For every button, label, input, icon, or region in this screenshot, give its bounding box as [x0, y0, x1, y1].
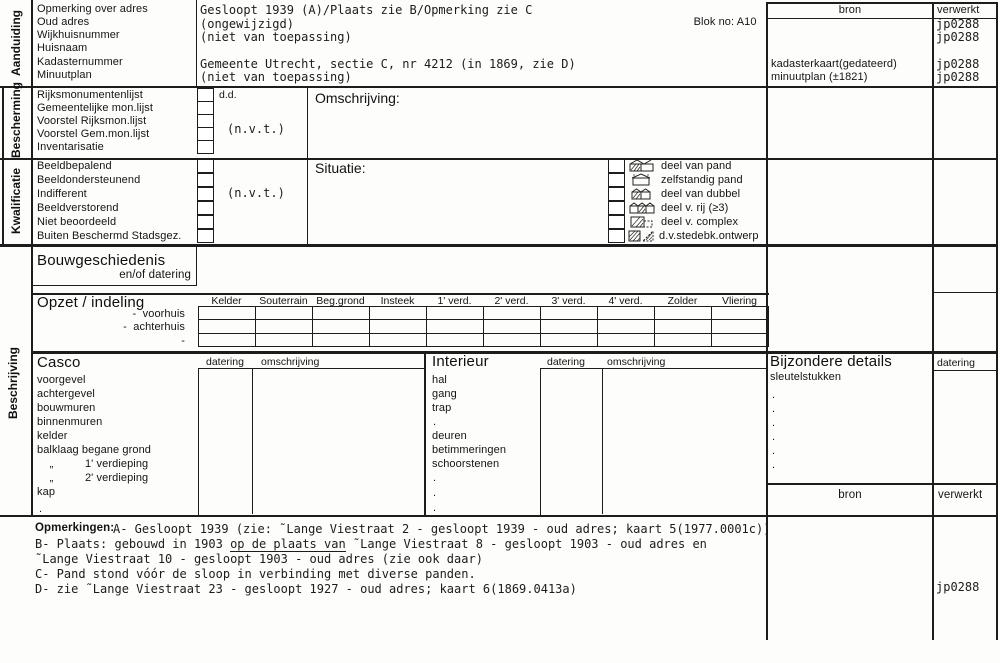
opzet-cell [712, 334, 769, 347]
interieur-row-label: hal [432, 374, 447, 386]
opzet-cell [541, 334, 598, 347]
situatie-option: d.v.stedebk.ontwerp [659, 230, 759, 242]
verwerkt-column-header: verwerkt [937, 4, 980, 16]
divider [307, 88, 308, 245]
interieur-datering-header: datering [547, 356, 585, 368]
opzet-cell [655, 334, 712, 347]
opzet-cell [199, 334, 256, 347]
field-value: Gemeente Utrecht, sectie C, nr 4212 (in 1869, zie D) [200, 56, 576, 71]
dd-label: d.d. [219, 89, 237, 101]
field-label: Kadasternummer [37, 56, 123, 68]
casco-title: Casco [37, 354, 81, 371]
field-label: Minuutplan [37, 69, 92, 81]
opzet-cell [370, 307, 427, 320]
opmerkingen-line [35, 537, 707, 551]
opzet-cell [655, 320, 712, 333]
opzet-column-header: Zolder [667, 295, 698, 307]
section-divider [0, 86, 998, 88]
opmerking-underline: op de plaats van [230, 537, 346, 551]
opzet-cell [256, 334, 313, 347]
bescherming-item: Voorstel Rijksmon.lijst [37, 115, 147, 127]
field-label: Huisnaam [37, 42, 88, 54]
deel-van-dubbel-icon [627, 187, 657, 200]
casco-table [198, 368, 426, 516]
bijzondere-row-label: . [772, 459, 776, 471]
opzet-cell [199, 307, 256, 320]
casco-row-label: kelder [37, 430, 68, 442]
section-label-kwalificatie: Kwalificatie [9, 167, 23, 235]
interieur-row-label: gang [432, 388, 457, 400]
casco-row-label: bouwmuren [37, 402, 96, 414]
section-label-bescherming: Bescherming [9, 81, 23, 159]
interieur-row-label: . [433, 472, 437, 484]
opzet-cell [484, 307, 541, 320]
divider [196, 0, 197, 86]
situatie-option: deel v. complex [661, 216, 739, 228]
casco-row-label: „ 2' verdieping [37, 472, 149, 484]
nvt-value: (n.v.t.) [227, 122, 285, 136]
opzet-row-label: - [181, 335, 185, 347]
opzet-cell [484, 320, 541, 333]
kwalificatie-item: Buiten Beschermd Stadsgez. [37, 230, 182, 242]
opzet-cell [598, 307, 655, 320]
opzet-row-label: - achterhuis [123, 321, 185, 333]
checkbox [197, 88, 214, 102]
opzet-column-header: Beg.grond [316, 295, 365, 307]
opzet-cell [484, 334, 541, 347]
bijzondere-row-label: . [772, 403, 776, 415]
interieur-omschrijving-header: omschrijving [607, 356, 666, 368]
interieur-row-label: . [433, 416, 437, 428]
opzet-cell [199, 320, 256, 333]
bijzondere-details-title: Bijzondere details [770, 353, 893, 370]
bijzondere-verwerkt-header: verwerkt [938, 489, 983, 501]
opmerkingen-label: Opmerkingen: [35, 522, 115, 534]
opzet-cell [655, 307, 712, 320]
section-divider [0, 244, 998, 247]
kwalificatie-item: Beeldondersteunend [37, 174, 141, 186]
opmerkingen-line [35, 552, 483, 566]
casco-row-label: balklaag begane grond [37, 444, 152, 456]
situatie-label: Situatie: [315, 160, 366, 176]
opmerking-text: A- Gesloopt 1939 (zie: ˜Lange Viestraat 2 - gesloopt 1939 - oud adres; kaart 5(1977.0001c)) [113, 522, 771, 536]
divider [933, 292, 998, 293]
opmerkingen-line [35, 582, 577, 596]
checkbox [197, 140, 214, 154]
verwerkt-value: jp0288 [936, 17, 980, 31]
section-label-aanduiding: Aanduiding [9, 10, 23, 76]
opzet-row-label: - voorhuis [132, 308, 185, 320]
opzet-cell [598, 334, 655, 347]
interieur-row-label: betimmeringen [432, 444, 507, 456]
casco-row-label: . [39, 503, 43, 515]
checkbox [608, 229, 625, 243]
opzet-cell [256, 320, 313, 333]
divider [2, 88, 4, 245]
interieur-row-label: . [433, 502, 437, 514]
checkbox [608, 173, 625, 187]
checkbox [197, 159, 214, 173]
casco-row-label: kap [37, 486, 56, 498]
opzet-column-header: Souterrain [259, 295, 308, 307]
nvt-value: (n.v.t.) [227, 186, 285, 200]
deel-van-rij-icon [627, 201, 657, 214]
bescherming-item: Inventarisatie [37, 141, 104, 153]
field-value: (niet van toepassing) [200, 70, 352, 84]
checkbox [608, 187, 625, 201]
verwerkt-value: jp0288 [936, 580, 980, 594]
section-label-beschrijving: Beschrijving [6, 346, 20, 420]
bescherming-item: Gemeentelijke mon.lijst [37, 102, 154, 114]
field-value: (ongewijzigd) [200, 16, 294, 31]
checkbox [197, 114, 214, 128]
opzet-cell [313, 307, 370, 320]
casco-row-label: binnenmuren [37, 416, 103, 428]
opzet-column-header: 2' verd. [494, 295, 529, 307]
divider [602, 368, 603, 514]
field-label: Oud adres [37, 16, 90, 28]
divider [996, 2, 998, 640]
divider [932, 2, 934, 640]
section-divider [0, 515, 998, 517]
divider [196, 247, 197, 285]
divider [31, 285, 197, 286]
blok-no [681, 4, 757, 40]
opzet-column-header: 1' verd. [437, 295, 472, 307]
opzet-column-header: 3' verd. [551, 295, 586, 307]
divider [252, 368, 253, 514]
opmerking-text: ˜Lange Viestraat 8 - gesloopt 1903 - oud adres en [345, 537, 707, 551]
bescherming-item: Voorstel Gem.mon.lijst [37, 128, 150, 140]
situatie-option: deel v. rij (≥3) [661, 202, 729, 214]
checkbox [608, 215, 625, 229]
bijzondere-row-label: . [772, 389, 776, 401]
interieur-row-label: schoorstenen [432, 458, 500, 470]
bouwgeschiedenis-sub: en/of datering [119, 269, 191, 281]
kwalificatie-item: Niet beoordeeld [37, 216, 117, 228]
field-label: Opmerking over adres [37, 3, 148, 15]
opzet-cell [712, 307, 769, 320]
bron-value: minuutplan (±1821) [771, 71, 868, 83]
interieur-row-label: deuren [432, 430, 467, 442]
opzet-title: Opzet / indeling [37, 294, 145, 311]
checkbox [608, 201, 625, 215]
casco-row-label: voorgevel [37, 374, 86, 386]
opmerkingen-line [113, 522, 770, 536]
situatie-option: deel van pand [661, 160, 732, 172]
opzet-cell [541, 320, 598, 333]
bijzondere-row-label: . [772, 445, 776, 457]
opmerking-text: ˜Lange Viestraat 10 - gesloopt 1903 - oud adres (zie ook daar) [35, 552, 483, 566]
zelfstandig-pand-icon [627, 173, 657, 186]
checkbox [608, 159, 625, 173]
checkbox [197, 101, 214, 115]
opzet-cell [598, 320, 655, 333]
opzet-cell [313, 320, 370, 333]
opzet-cell [541, 307, 598, 320]
casco-row-label: „ 1' verdieping [37, 458, 149, 470]
deel-van-pand-icon [627, 159, 657, 172]
divider [31, 0, 33, 515]
bijzondere-datering-header: datering [937, 357, 975, 369]
opzet-cell [313, 334, 370, 347]
opzet-grid [198, 306, 769, 347]
kwalificatie-item: Beeldbepalend [37, 160, 112, 172]
checkbox [197, 229, 214, 243]
verwerkt-value: jp0288 [936, 70, 980, 84]
bouwgeschiedenis-title: Bouwgeschiedenis [37, 252, 166, 269]
blok-no-label: Blok no: [693, 16, 735, 28]
bron-column-header: bron [838, 4, 862, 16]
bijzondere-row-label: sleutelstukken [770, 371, 842, 383]
bijzondere-row-label: . [772, 417, 776, 429]
verwerkt-value: jp0288 [936, 30, 980, 44]
casco-datering-header: datering [206, 356, 244, 368]
casco-row-label: achtergevel [37, 388, 95, 400]
kwalificatie-item: Indifferent [37, 188, 87, 200]
casco-omschrijving-header: omschrijving [261, 356, 320, 368]
bijzondere-datering-box [933, 370, 998, 485]
interieur-row-label: . [433, 487, 437, 499]
opzet-cell [427, 334, 484, 347]
section-divider [0, 158, 998, 160]
verwerkt-value: jp0288 [936, 57, 980, 71]
field-label: Wijkhuisnummer [37, 29, 120, 41]
opzet-column-header: Vliering [721, 295, 758, 307]
kwalificatie-item: Beeldverstorend [37, 202, 119, 214]
opmerking-text: B- Plaats: gebouwd in 1903 [35, 537, 231, 551]
opzet-cell [712, 320, 769, 333]
interieur-table [540, 368, 768, 516]
opzet-cell [427, 307, 484, 320]
interieur-row-label: trap [432, 402, 452, 414]
opmerkingen-line [35, 567, 476, 581]
opzet-cell [370, 320, 427, 333]
checkbox [197, 215, 214, 229]
omschrijving-label: Omschrijving: [315, 90, 400, 106]
bescherming-item: Rijksmonumentenlijst [37, 89, 143, 101]
opzet-cell [256, 307, 313, 320]
bijzondere-row-label: . [772, 431, 776, 443]
interieur-title: Interieur [432, 353, 489, 370]
situatie-option: zelfstandig pand [661, 174, 743, 186]
field-value: (niet van toepassing) [200, 30, 352, 44]
checkbox [197, 187, 214, 201]
situatie-option: deel van dubbel [661, 188, 741, 200]
field-value: Gesloopt 1939 (A)/Plaats zie B/Opmerking zie C [200, 3, 533, 17]
deel-van-complex-icon [627, 215, 657, 228]
opzet-column-header: Insteek [380, 295, 415, 307]
bijzondere-bron-header: bron [838, 489, 862, 501]
opmerking-text: D- zie ˜Lange Viestraat 23 - gesloopt 1927 - oud adres; kaart 6(1869.0413a) [35, 582, 577, 596]
checkbox [197, 173, 214, 187]
opmerking-text: C- Pand stond vóór de sloop in verbinding met diverse panden. [35, 567, 476, 581]
opzet-column-header: Kelder [211, 295, 242, 307]
opzet-column-header: 4' verd. [608, 295, 643, 307]
checkbox [197, 201, 214, 215]
checkbox [197, 127, 214, 141]
stedebouwkundig-ontwerp-icon [627, 229, 657, 242]
bron-value: kadasterkaart(gedateerd) [771, 58, 897, 70]
blok-no-value: A10 [736, 16, 757, 28]
opzet-cell [427, 320, 484, 333]
opzet-cell [370, 334, 427, 347]
